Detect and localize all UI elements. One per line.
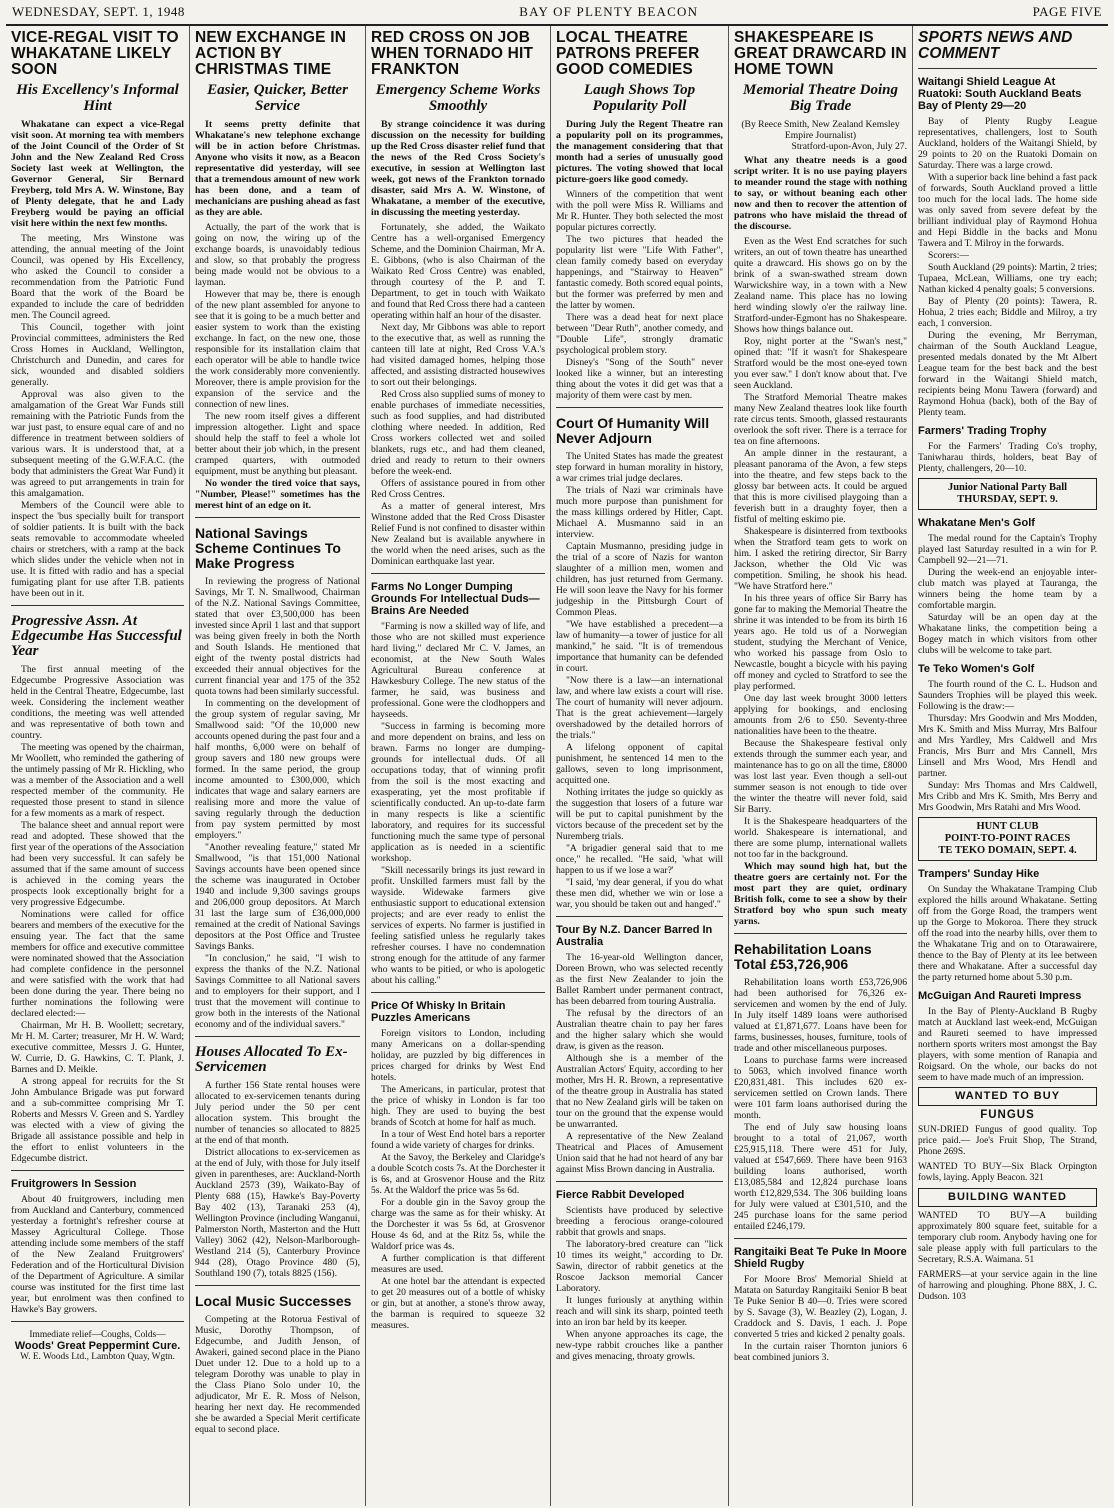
divider (371, 573, 545, 574)
article-paragraph: Red Cross also supplied sums of money to enable purchases of immediate necessities, such as food supplies, and had distributed clothing where needed. In addition, Red Cross workers collected wet and soiled blankets, rugs etc., and had them cleaned, dried and ready to return to their owners before the week-end. (371, 389, 545, 477)
article-paragraph: When anyone approaches its cage, the new-type rabbit crouches like a panther and gives menacing, throaty growls. (556, 1329, 723, 1362)
article-paragraph: Disney's "Song of the South" never looked like a winner, but an interesting thing about the votes it did get was that a majority of them were cast by men. (556, 357, 723, 401)
article-paragraph: One day last week brought 3000 letters applying for bookings, and enclosing amounts from 2/6 to £50. Seventy-three nationalities have been to the theatre. (734, 693, 907, 737)
article-paragraph: Bay of Plenty (20 points): Tawera, R. Hohua, 2 tries each; Biddle and Milroy, a try each, 1 conversion. (918, 296, 1097, 329)
article-paragraph: Loans to purchase farms were increased to 5063, which involved finance worth £20,831,481. This includes 620 ex-servicemen settled on Crown lands. There were 101 farm loans authorised during the month. (734, 1055, 907, 1121)
edgecumbe-body (11, 664, 184, 1164)
article-paragraph: As a matter of general interest, Mrs Winstone added that the Red Cross Disaster Relief Fund is not confined to disaster within New Zealand but is available anywhere in the world when the need arises, such as the Dominican earthquake last year. (371, 501, 545, 567)
shakespeare-lead: What any theatre needs is a good script writer. It is no use paying players to meander round the stage with nothing to say, or without beaning each other now and then to recover the attention of patrons who have mislaid the thread of the discourse. (734, 155, 907, 232)
article-paragraph: The balance sheet and annual report were read and adopted. These showed that the first year of the operations of the Association had been very successful. It can safely be assumed that if the same amount of success is achieved in the coming years the prospects look exceptionally bright for a very progressive Edgecumbe. (11, 820, 184, 908)
article-paragraph: During the week-end an enjoyable inter-club match was played at Tauranga, the winners being the home team by a comfortable margin. (918, 567, 1097, 611)
article-paragraph: Chairman, Mr H. B. Woollett; secretary, Mr H. M. Carter; treasurer, Mr H. W. Ward; executive committee, Messrs J. G. Hunter, W. Currie, D. G. Hawkins, C. T. Plank, J. Barnes and D. Meikle. (11, 1020, 184, 1075)
article-paragraph: The refusal by the directors of an Australian theatre chain to pay her fares and the higher salary which she would draw, is given as the reason. (556, 1008, 723, 1052)
womens-golf-body (918, 679, 1097, 813)
folio-paper-name: BAY OF PLENTY BEACON (519, 4, 699, 19)
mcguigan-body (918, 1006, 1097, 1083)
edgecumbe-headline: Progressive Assn. At Edgecumbe Has Successful Year (11, 613, 182, 659)
divider (734, 1238, 907, 1239)
column-5 (729, 26, 913, 1506)
shakespeare-dateline: Stratford-upon-Avon, July 27. (791, 141, 907, 152)
article-paragraph: Bay of Plenty Rugby League representatives, challengers, lost to South Auckland, holders of the Waitangi Shield, by 29 points to 20 on the Ruatoki Domain on Saturday. There was a large crowd. (918, 116, 1097, 171)
article-paragraph: Shakespeare is disinterred from textbooks when the Stratford team gets to work on him. I asked the retiring director, Sir Barry Jackson, whether the Old Vic was competition. Smiling, he shook his head. "We have Stratford here." (734, 526, 907, 592)
article-paragraph: There was a dead heat for next place between "Dear Ruth", another comedy, and "Double Life", strongly dramatic psychological problem story. (556, 312, 723, 356)
article-paragraph: A strong appeal for recruits for the St John Ambulance Brigade was put forward and a sub-committee comprising Mr T. Roberts and Messrs V. Green and S. Yardley was elected with a view of giving the Brigade all assistance possible and help in the effort to enlist volunteers in the Edgecumbe district. (11, 1076, 184, 1164)
article-paragraph: "Skill necessarily brings its just reward in profit. Unskilled farmers must fall by the wayside. Widewake farmers give enthusiastic support to educational extension projects; and are ever ready to enlist the services of experts. No farmer is justified in feeling satisfied unless he regularly takes refresher courses. I have no condemnation strong enough for the attitude of any farmer who wants to be pitied, or who is apologetic about his calling." (371, 865, 545, 986)
red-cross-lead: By strange coincidence it was during discussion on the necessity for building up the Red Cross disaster relief fund that the news of the Red Cross Society's executive, in session at Wellington last week, got news of the Frankton tornado disaster, said Mrs A. W. Winstone, of Whakatane, a member of the executive, in discussing the meeting yesterday. (371, 119, 545, 218)
savings-body (195, 576, 360, 1030)
article-paragraph: At the Savoy, the Berkeley and Claridge's a double Scotch costs 7s. At the Dorchester it is 6s, and at Grosvenor House and the Ritz 5s. At the Waldorf the price was 5s 6d. (371, 1152, 545, 1196)
exchange-closing: No wonder the tired voice that says, "Number, Please!" sometimes has the merest hint of an edge on it. (195, 478, 360, 511)
wanted-to-buy-title: WANTED TO BUY (954, 1090, 1061, 1102)
column-1 (6, 26, 190, 1506)
fungus-title: FUNGUS (980, 1109, 1035, 1121)
divider (11, 1170, 184, 1171)
article-paragraph: In the Bay of Plenty-Auckland B Rugby match at Auckland last week-end, McGuigan and Raureti seemed to have impressed northern sports writers most amongst the Bay players, with some mention of Ranapia and Roigsard. On the whole, our backs do not seem to have made much of an impression. (918, 1006, 1097, 1083)
farmers-classified: FARMERS—at your service again in the line of harrowing and ploughing. Phone 88X, J. C. Dudson. 103 (918, 1270, 1097, 1302)
article-paragraph: Actually, the part of the work that is going on now, the wiring up of the exchange boards, is unavoidably tedious and slow, so that probably the progress being made would not be obvious to a layman. (195, 222, 360, 288)
party-ball-title: Junior National Party Ball (947, 482, 1068, 493)
article-paragraph: "A brigadier general said that to me once," he recalled. "He said, 'what will happen to us if we lose a war?' (556, 843, 723, 876)
theatre-deck: Laugh Shows Top Popularity Poll (583, 82, 696, 114)
article-paragraph: The trials of Nazi war criminals have much more purpose than punishment for the mass killings ordered by Hitler, Capt. Michael A. Musmanno said in an interview. (556, 485, 723, 540)
divider (11, 605, 184, 606)
whisky-headline: Price Of Whisky In Britain Puzzles Americans (371, 1000, 506, 1024)
article-paragraph: For the Farmers' Trading Co's trophy, Taniwharau thirds, holders, beat Bay of Plenty, challengers, 20—10. (918, 441, 1097, 474)
red-cross-deck: Emergency Scheme Works Smoothly (375, 82, 541, 114)
article-paragraph: The end of July saw housing loans brought to a total of 21,067, worth £25,915,118. There were 451 for July, valued at £547,669. There have been 9163 building loans authorised, worth £13,085,584 and 12,824 purchase loans worth £12,829,534. The 306 building loans for July were valued at £301,510, and the 245 purchase loans for the same period entailed £246,179. (734, 1122, 907, 1232)
article-paragraph: Captain Musmanno, presiding judge in the trial of a score of Nazis for wanton slaughter of a million men, women and children, has just returned from Germany. He will soon leave the Navy for his former judgeship in the Pittsburgh Court of Common Pleas. (556, 541, 723, 618)
article-paragraph: A further 156 State rental houses were allocated to ex-servicemen tenants during July period under the 50 per cent allocation system. This brought the number of tenancies so allocated to 8825 at the end of that month. (195, 1080, 360, 1146)
article-paragraph: Although she is a member of the Australian Actors' Equity, according to her mother, Mrs H. R. Brown, a representative of the theatre group in Australia has stated that no New Zealand girls will be taken on tour on the ground that the expense would be unwarranted. (556, 1053, 723, 1130)
article-paragraph: Winners of the competition that went with the poll were Miss R. Williams and Mr R. Hunter. They both selected the most popular pictures correctly. (556, 189, 723, 233)
article-paragraph: Members of the Council were able to inspect the 'bus specially built for transport of soldier patients. It is built with the back seats removable to accommodate wheeled chairs or stretchers, with a ramp at the back which slides under the vehicle when not in use. It is fitted with radio and has a special fumigating plant for use after T.B. patients have been out in it. (11, 500, 184, 599)
article-paragraph: In his three years of office Sir Barry has gone far to making the Memorial Theatre the shrine it was intended to be from its birth 16 years ago. He told us of a Norwegian student, studying the Merchant of Venice, who worked his passage from Oslo to Newcastle, bought a bicycle with his paying off money and cycled to Stratford to see the play performed. (734, 593, 907, 692)
article-paragraph: In commenting on the development of the group system of regular saving, Mr Smallwood said: "Of the 10,000 new accounts opened during the past four and a half months, 6,000 were on behalf of group savers and 180 new groups were formed. In the same period, the group income amounted to £300,000, which indicates that wage and salary earners are realising more and more the value of saving regularly through the deduction from pay system permitted by most employers." (195, 698, 360, 841)
hunt-club-ad (918, 817, 1097, 861)
divider (556, 916, 723, 917)
column-2 (190, 26, 366, 1506)
mens-golf-headline: Whakatane Men's Golf (918, 517, 1035, 529)
rehab-loans-headline: Rehabilitation Loans Total £53,726,906 (734, 941, 872, 972)
article-paragraph: The medal round for the Captain's Trophy played last Saturday resulted in a win for P. Campbell 92—21—71. (918, 533, 1097, 566)
exchange-body (195, 222, 360, 477)
article-paragraph: A further complication is that different measures are used. (371, 1253, 545, 1275)
exchange-deck: Easier, Quicker, Better Service (207, 82, 348, 114)
columns (6, 26, 1108, 1506)
article-paragraph: Because the Shakespeare festival only extends through the summer each year, and maintenance has to go on all the time, £8000 was lost last year. Even though a sell-out summer season is not enough to tide over the winter the theatre will never fold, said Sir Barry. (734, 738, 907, 815)
divider (556, 1181, 723, 1182)
building-wanted-title: BUILDING WANTED (948, 1191, 1067, 1203)
article-paragraph: Rehabilitation loans worth £53,726,906 had been authorised for 76,326 ex-servicemen and women by the end of July. In July itself 1489 loans were authorised valued at £1,871,677. Loans have been for farms, businesses, houses, furniture, tools of trade and other miscellaneous purposes. (734, 977, 907, 1054)
music-headline: Local Music Successes (195, 1293, 352, 1309)
article-paragraph: Scorers:— (928, 250, 970, 261)
theatre-lead: During July the Regent Theatre ran a popularity poll on its programmes, the management considering that that month had a series of unusually good pictures. The voting showed that local picture-goers like good comedy. (556, 119, 723, 185)
divider (195, 1036, 360, 1037)
divider (918, 68, 1097, 69)
article-paragraph: A representative of the New Zealand Theatrical and Places of Amusement Union said that he had not heard of any bar against Miss Brown dancing in Australia. (556, 1131, 723, 1175)
article-paragraph: "In conclusion," he said, "I wish to express the thanks of the N.Z. National Savings Committee to all National savers and to employers for their support, and I trust that the movement will continue to grow both in the interests of the National economy and of the individual savers." (195, 953, 360, 1030)
humanity-body (556, 451, 723, 910)
article-paragraph: "We have established a precedent—a law of humanity—a tower of justice for all mankind," he said. "It is of tremendous importance that humanity can be defended in court. (556, 619, 723, 674)
ad-maker: W. E. Woods Ltd., Lambton Quay, Wgtn. (20, 1352, 175, 1362)
article-paragraph: It lunges furiously at anything within reach and will sink its sharp, pointed teeth into an iron bar held by its keeper. (556, 1295, 723, 1328)
divider (195, 517, 360, 518)
divider (371, 992, 545, 993)
article-paragraph: Fortunately, she added, the Waikato Centre has a well-organised Emergency Scheme, and the Dominion Chairman, Mr A. E. Gibbons, (who is also Chairman of the Waikato Red Cross Centre) was enabled, through courtesy of the P. and T. Department, to get in touch with Waikato and found that Red Cross there had a canteen operating within half an hour of the disaster. (371, 222, 545, 321)
farmers-trophy-headline: Farmers' Trading Trophy (918, 425, 1047, 437)
article-paragraph: Nothing irritates the judge so quickly as the suggestion that losers of a future war will be put to capital punishment by the victors because of the precedent set by the Nuremberg trials. (556, 787, 723, 842)
article-paragraph: The meeting, Mrs Winstone was attending, the annual meeting of the Joint Council, was opened by His Excellency, who asked the Council to consider a recommendation from the Patriotic Fund Board that the work of the Board be expanded to include the care of bedridden men. The Council agreed. (11, 233, 184, 321)
article-paragraph: Approval was also given to the amalgamation of the Great War Funds still remaining with the Patriotic Funds from the war just past, to ensure equal care of and no difference in treatment between soldiers of various wars. It is understood that, at a subsequent meeting of the G.W.F.A.C. (the body that administers the Great War Fund) it was agreed to put arrangements in train for this amalgamation. (11, 389, 184, 499)
article-paragraph: Next day, Mr Gibbons was able to report to the executive that, as well as running the canteen till late at night, Red Cross V.A.'s had visited damaged homes, helping those affected, and assisting distracted housewives to sort out their belongings. (371, 322, 545, 388)
peppermint-cure-ad (11, 1330, 184, 1363)
rehab-loans-body (734, 977, 907, 1232)
humanity-headline: Court Of Humanity Will Never Adjourn (556, 415, 710, 446)
article-paragraph: For Moore Bros' Memorial Shield at Matata on Saturday Rangitaiki Senior B beat Te Puke Senior B 40—0. Tries were scored by S. Savage (3), W. Beazley (2), Logan, J. Craddock and S. Davis, 1 each. J. Pope converted 5 tries and kicked 2 penalty goals. (734, 1274, 907, 1340)
theatre-body (556, 189, 723, 401)
article-paragraph: The new room itself gives a different impression altogether. Light and space should help the staff to feel a whole lot better about their job which, in the present cramped quarters, with outmoded equipment, must be anything but pleasant. (195, 411, 360, 477)
article-paragraph: The 16-year-old Wellington dancer, Doreen Brown, who was selected recently as the first New Zealander to join the Ballet Rambert under permanent contract, has been debarred from touring Australia. (556, 952, 723, 1007)
column-4 (551, 26, 729, 1506)
article-paragraph: The meeting was opened by the chairman, Mr Woollett, who reminded the gathering of the untimely passing of Mr R. Hickling, who was a member of the Association and a well respected member of the community. He requested those present to stand in silence for a few moments as a mark of respect. (11, 742, 184, 819)
article-paragraph: Scientists have produced by selective breeding a ferocious orange-coloured rabbit that growls and snaps. (556, 1205, 723, 1238)
article-paragraph: For a double gin in the Savoy group the charge was the same as for their whisky. At the Dorchester it was 5s 6d, at Grosvenor House 4s 6d, and at the Ritz 5s, while the Waldorf price was 4s. (371, 1197, 545, 1252)
fungus-classified: SUN-DRIED Fungus of good quality. Top price paid.— Joe's Fruit Shop, The Strand, Phone 269S. (918, 1125, 1097, 1157)
waitangi-shield-body (918, 116, 1097, 418)
mcguigan-headline: McGuigan And Raureti Impress (918, 990, 1082, 1002)
red-cross-headline: RED CROSS ON JOB WHEN TORNADO HIT FRANKTON (371, 29, 534, 78)
shakespeare-headline: SHAKESPEARE IS GREAT DRAWCARD IN HOME TOWN (734, 29, 907, 78)
article-paragraph: The first annual meeting of the Edgecumbe Progressive Association was held in the Central Theatre, Edgecumbe, last week. Considering the inclement weather conditions, the meeting was well attended and was representative of both town and country. (11, 664, 184, 741)
mens-golf-body (918, 533, 1097, 656)
shakespeare-deck: Memorial Theatre Doing Big Trade (742, 82, 898, 114)
ad-text: Immediate relief—Coughs, Colds— (29, 1330, 166, 1340)
building-classified: WANTED TO BUY—A building approximately 800 square feet, suitable for a temporary club room. Anybody having one for sale please apply with full particulars to the Secretary, R.S.A. Waimana. 51 (918, 1211, 1097, 1265)
whisky-body (371, 1028, 545, 1331)
farms-headline: Farms No Longer Dumping Grounds For Intellectual Duds—Brains Are Needed (371, 581, 540, 617)
farmers-trophy-body (918, 441, 1097, 474)
article-paragraph: South Auckland (29 points): Martin, 2 tries; Tupaea, McLean, Williams, one try each; Nathan kicked 4 penalty goals; 5 conversions. (918, 262, 1097, 295)
vice-regal-deck: His Excellency's Informal Hint (16, 82, 179, 114)
shakespeare-closing: Which may sound high hat, but the theatre goers are certainly not. For the most part they are quiet, ordinary British folk, come to see a show by their Stratford boy who spun such meaty yarns. (734, 861, 907, 927)
divider (11, 1321, 184, 1322)
article-paragraph: "I said, 'my dear general, if you do what these men did, whether we win or lose a war, you should be taken out and hanged'." (556, 877, 723, 910)
ad-brand: Woods' Great Peppermint Cure. (14, 1340, 181, 1352)
article-paragraph: The United States has made the greatest step forward in human morality in history, a war crimes trial judge declares. (556, 451, 723, 484)
divider (734, 933, 907, 934)
dancer-headline: Tour By N.Z. Dancer Barred In Australia (556, 924, 713, 948)
sports-headline: SPORTS NEWS AND COMMENT (918, 29, 1073, 62)
page-folio (6, 0, 1108, 26)
rabbit-headline: Fierce Rabbit Developed (556, 1189, 685, 1201)
trampers-headline: Trampers' Sunday Hike (918, 868, 1040, 880)
music-body (195, 1314, 360, 1435)
article-paragraph: In reviewing the progress of National Savings, Mr T. N. Smallwood, Chairman of the N.Z. National Savings Committee, stated that over £3,500,000 has been invested since April 1 last and that support was being given freely in both the North and South Islands. He mentioned that eight of the twenty postal districts had exceeded their annual objectives for the current financial year and 175 of the 352 quota towns had been similarly successful. (195, 576, 360, 697)
theatre-headline: LOCAL THEATRE PATRONS PREFER GOOD COMEDIES (556, 29, 700, 78)
exchange-lead: It seems pretty definite that Whakatane's new telephone exchange will be in action before Christmas. Anyone who visits it now, as a Beacon representative did yesterday, will see that a tremendous amount of new work has been done, and a team of mechanicians are pushing ahead as fast as they are able. (195, 119, 360, 218)
article-paragraph: Even as the West End scratches for such writers, an out of town theatre has unearthed quite a drawcard. His shows go on by the brink of a swan-swathed stream down Warwickshire way, in a town with a New Zealand name. This place has no lowing herd winding slowly o'er the railway line. Stratford-under-Egmont has no Shakespeare. Shows how things balance out. (734, 236, 907, 335)
article-paragraph: Nominations were called for office bearers and members of the executive for the ensuing year. The fact that the same members for office and executive committee were nominated showed that the Association had complete confidence in the personnel and were satisfied with the work that had been done during the year. There being no further nominations the following were declared elected:— (11, 909, 184, 1019)
orpington-classified: WANTED TO BUY—Six Black Orpington fowls, laying. Apply Beacon. 321 (918, 1162, 1097, 1183)
farms-body (371, 621, 545, 986)
column-6 (913, 26, 1102, 1506)
rabbit-body (556, 1205, 723, 1362)
article-paragraph: The laboratory-bred creature can "lick 10 times its weight," according to Dr. Sawin, director of rabbit genetics at the Roscoe Jackson memorial Cancer Laboratory. (556, 1239, 723, 1294)
article-paragraph: During the evening, Mr Berryman, chairman of the South Auckland League, presented medals donated by the Mt Albert League team for the best back and the best forward in the Waitangi Shield match, recipients being Monu Tawera (forward) and Raymond Hohua (back), both of the Bay of Plenty team. (918, 330, 1097, 418)
shakespeare-body (734, 236, 907, 860)
hunt-club-event: POINT-TO-POINT RACES (944, 833, 1071, 844)
article-paragraph: A lifelong opponent of capital punishment, he sentenced 14 men to the gallows, seven to long imprisonment, acquitted one. (556, 742, 723, 786)
article-paragraph: The fourth round of the C. L. Hudson and Saunders Trophies will be played this week. Following is the draw:— (918, 679, 1097, 712)
article-paragraph: The Stratford Memorial Theatre makes many New Zealand theatres look like fourth rate circus tents. Smooth, glassed restaurants overlook the soft river. There is a terrace for tea on fine afternoons. (734, 392, 907, 447)
article-paragraph: This Council, together with joint Provincial committees, administers the Red Cross Homes in Auckland, Wellington, Christchurch and Dunedin, and cares for sick, wounded and disabled soldiers generally. (11, 322, 184, 388)
article-paragraph: In a tour of West End hotel bars a reporter found a wide variety of charges for drinks. (371, 1129, 545, 1151)
waitangi-shield-headline: Waitangi Shield League At Ruatoki: South Auckland Beats Bay of Plenty 29—20 (918, 76, 1082, 112)
trampers-body (918, 884, 1097, 983)
dancer-body (556, 952, 723, 1175)
article-paragraph: Saturday will be an open day at the Whakatane links, the competition being a Bogey match in which visitors from other clubs will be welcome to take part. (918, 612, 1097, 656)
hunt-club-venue: TE TEKO DOMAIN, SEPT. 4. (938, 845, 1077, 856)
houses-body (195, 1080, 360, 1279)
article-paragraph: In the curtain raiser Thornton juniors 6 beat combined juniors 3. (734, 1341, 907, 1363)
party-ball-ad (918, 478, 1097, 510)
folio-page-number: PAGE FIVE (1032, 4, 1102, 19)
article-paragraph: The two pictures that headed the popularity list were "Life With Father", clean family comedy based on everyday happenings, and "Stairway to Heaven" fantastic comedy. Both scored equal points, but the former was preferred by men and the latter by women. (556, 234, 723, 311)
article-paragraph: "Another revealing feature," stated Mr Smallwood, "is that 151,000 National Savings accounts have been opened since the scheme was inaugurated in October 1940 and include 9,300 savings groups and 206,000 group depositors. At March 31 last the large sum of £36,000,000 remained at the credit of National Savings depositors at the Post Office and Trustee Savings Banks. (195, 842, 360, 952)
womens-golf-headline: Te Teko Women's Golf (918, 663, 1035, 675)
article-paragraph: Competing at the Rotorua Festival of Music, Dorothy Thompson, of Edgecumbe, and Judith Jenson, of Awakeri, gained second place in the Piano Duet under 12. Due to a hold up to a telegram Dorothy was unable to play in the Class Piano Solo under 10, the adjudicator, Mr E. R. Moss of Nelson, hearing her next day. He recommended she be awarded a Special Merit certificate equal to second place. (195, 1314, 360, 1435)
article-paragraph: "Success in farming is becoming more and more dependent on brains, and less on brawn. Farms no longer are dumping-grounds for intellectual duds. Of all occupations today, that of winning profit from the soil is the most exacting and exasperating, yet the most profitable if scientifically conducted. An up-to-date farm in many respects is like a scientific laboratory, and requires for its successful functioning much the same type of personal application as is needed in a scientific workshop. (371, 721, 545, 864)
article-paragraph: An ample dinner in the restaurant, a pleasant panorama of the Avon, a few steps into the theatre, and few steps back to the glossy bar between acts. It could be argued that this is more civilised playgoing than a feverish butt in a draughty foyer, then a fistful of melting eskimo pie. (734, 448, 907, 525)
article-paragraph: Foreign visitors to London, including many Americans on a dollar-spending holiday, are puzzled by big differences in prices charged for drinks by West End hotels. (371, 1028, 545, 1083)
vice-regal-lead: Whakatane can expect a vice-Regal visit soon. At morning tea with members of the Joint Council of the Order of St John and the New Zealand Red Cross Society last week at Wellington, the Governor General, Sir Bernard Freyberg, told Mrs A. W. Winstone, Bay of Plenty delegate, that he and Lady Freyberg would be paying an official visit here within the next few months. (11, 119, 184, 229)
fruitgrowers-headline: Fruitgrowers In Session (11, 1178, 137, 1190)
fruitgrowers-body (11, 1194, 184, 1315)
article-paragraph: Thursday: Mrs Goodwin and Mrs Modden, Mrs K. Smith and Miss Murray, Mrs Balfour and Mrs Yardley, Mrs Caldwell and Mrs Francis, Mrs Burr and Mrs Cannell, Mrs Linsell and Mrs Wood, Mrs Hendl and partner. (918, 713, 1097, 779)
article-paragraph: However that may be, there is enough of the new plant assembled for anyone to see that it is going to be a much better and easier system to work than the existing exchange. In fact, on the new one, those responsible for its installation claim that each operator will be able to handle twice the work considerably more conveniently. Moreover, there is ample provision for the expansion of the service and the connection of new lines. (195, 289, 360, 410)
party-ball-date: THURSDAY, SEPT. 9. (957, 494, 1058, 505)
divider (556, 407, 723, 408)
building-wanted-box (918, 1188, 1097, 1207)
divider (195, 1285, 360, 1286)
savings-headline: National Savings Scheme Continues To Make Progress (195, 525, 341, 571)
houses-headline: Houses Allocated To Ex-Servicemen (195, 1044, 348, 1075)
article-paragraph: "Farming is now a skilled way of life, and those who are not skilled must experience hard living," declared Mr C. V. James, an economist, at the New South Wales Agricultural Bureau conference at Hawkesbury College. The new status of the farmer, he said, was business and professional. Gone were the clodhoppers and hayseeds. (371, 621, 545, 720)
article-paragraph: Sunday: Mrs Thomas and Mrs Caldwell, Mrs Cribb and Mrs K. Smith, Mrs Berry and Mrs Goodwin, Mrs Ratahi and Mrs Wood. (918, 780, 1097, 813)
article-paragraph: Roy, night porter at the "Swan's nest," opined that: "If it wasn't for Shakespeare Stratford would be the most one-eyed town you ever saw." I don't know about that. I've seen Auckland. (734, 336, 907, 391)
article-paragraph: About 40 fruitgrowers, including men from Auckland and Canterbury, commenced yesterday a fortnight's refresher course at Massey Agricultural College. Those attending include some members of the staff of the New Zealand Fruitgrowers' Federation and of the Horticultural Division of the Department of Agriculture. A similar course was instituted for the first time last year, but enrolment was then confined to Hawke's Bay growers. (11, 1194, 184, 1315)
shakespeare-byline: (By Reece Smith, New Zealand Kemsley Empire Journalist) (741, 119, 900, 141)
article-paragraph: "Now there is a law—an international law, and where law exists a court will rise. The court of humanity will never adjourn. That is the great achievement—largely overshadowed by the detailed horrors of the trials." (556, 675, 723, 741)
rangitaiki-headline: Rangitaiki Beat Te Puke In Moore Shield Rugby (734, 1246, 907, 1270)
article-paragraph: Offers of assistance poured in from other Red Cross Centres. (371, 478, 545, 500)
hunt-club-title: HUNT CLUB (976, 821, 1039, 832)
folio-date: WEDNESDAY, SEPT. 1, 1948 (12, 4, 185, 19)
article-paragraph: It is the Shakespeare headquarters of the world. Shakespeare is international, and there are some plump, international wallets not too far in the background. (734, 816, 907, 860)
vice-regal-headline: VICE-REGAL VISIT TO WHAKATANE LIKELY SOON (11, 29, 179, 78)
column-3 (366, 26, 551, 1506)
vice-regal-body (11, 233, 184, 599)
article-paragraph: At one hotel bar the attendant is expected to get 20 measures out of a bottle of whisky or gin, but at another, a stone's throw away, the barman is required to squeeze 32 measures. (371, 1276, 545, 1331)
rangitaiki-body (734, 1274, 907, 1363)
exchange-headline: NEW EXCHANGE IN ACTION BY CHRISTMAS TIME (195, 29, 347, 78)
article-paragraph: District allocations to ex-servicemen as at the end of July, with those for July itself given in parentheses, are: Auckland-North Auckland 2573 (39), Waikato-Bay of Plenty 688 (15), Hawke's Bay-Poverty Bay 402 (13), Taranaki 253 (4), Wellington Province (including Wanganui, Palmerston North, Masterton and the Hutt Valley) 3062 (42), Nelson-Marlborough-Westland 214 (5), Canterbury Province 944 (28), Otago Province 480 (5), Southland 190 (7), totals 8825 (156). (195, 1147, 360, 1279)
article-paragraph: With a superior back line behind a fast pack of forwards, South Auckland proved a little too much for the local lads. The home side was only saved from severe defeat by the brilliant individual play of Raymond Hohua and Hepi Biddle in the backs and Monu Tawera and T. Milroy in the forwards. (918, 172, 1097, 249)
article-paragraph: The Americans, in particular, protest that the price of whisky in London is far too high. They are used to buying the best brands of Scotch at home for half as much. (371, 1084, 545, 1128)
article-paragraph: On Sunday the Whakatane Tramping Club explored the hills around Whakatane. Setting off from the Gorge Road, the trampers went up the Gorge to Mokoroa. There they struck off the road into the nearby hills, over them to the Whakatane Trig and on to Otarawairere, thence to the Bay of Plenty at its lee between there and Whakatane. After a successful day the party returned home about 5.30 p.m. (918, 884, 1097, 983)
red-cross-body (371, 222, 545, 567)
wanted-to-buy-box (918, 1087, 1097, 1106)
